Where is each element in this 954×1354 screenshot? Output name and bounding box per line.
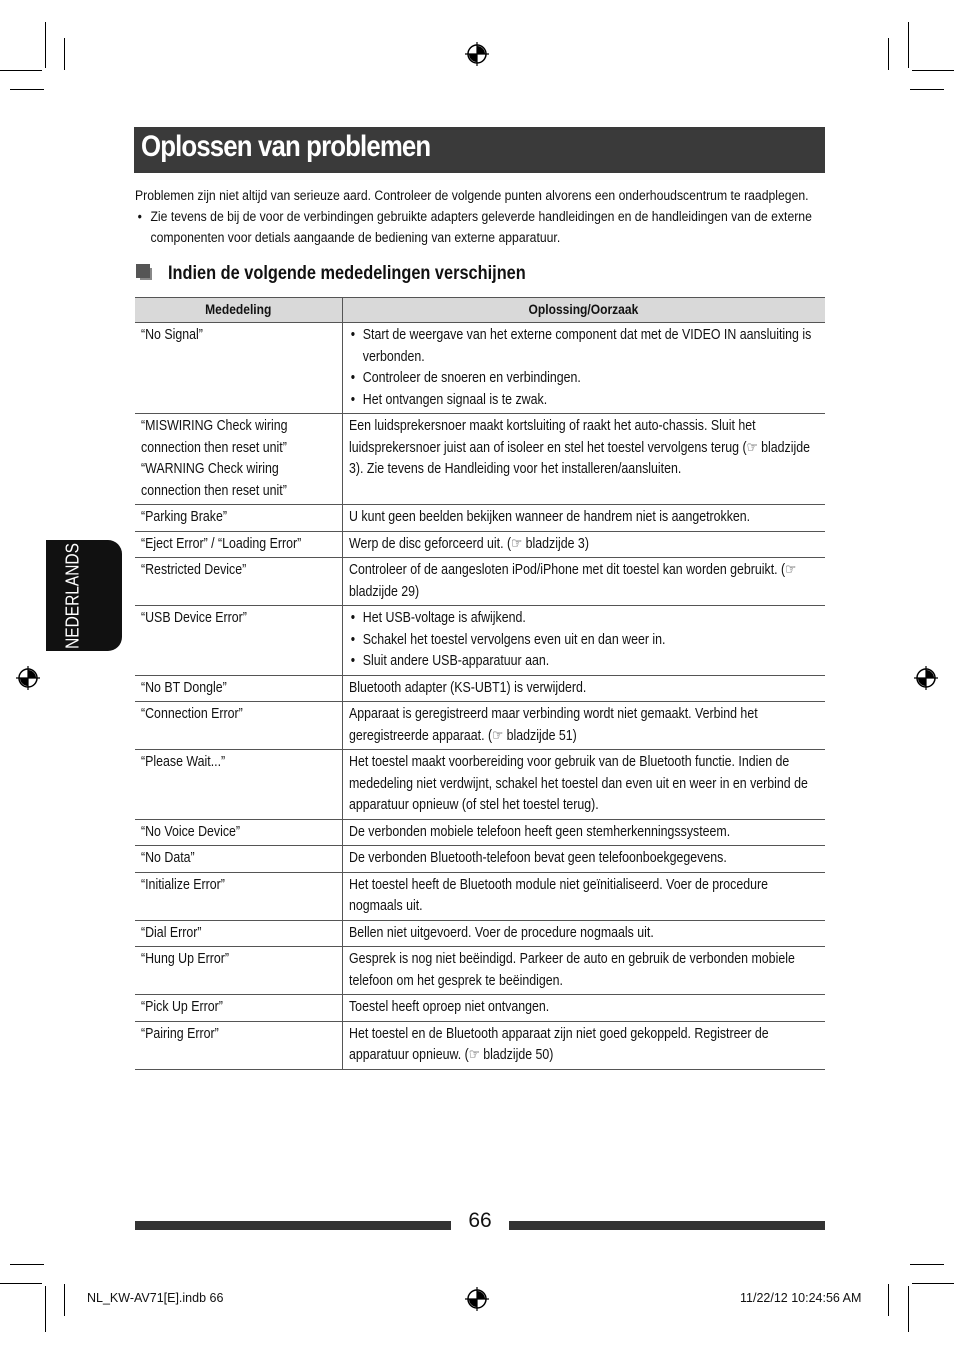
solution-list-item: • Sluit andere USB-apparatuur aan.	[349, 651, 818, 673]
table-row	[135, 846, 825, 873]
solution-content	[349, 704, 818, 747]
message-text: “Connection Error”	[141, 706, 243, 722]
solution-content	[349, 608, 818, 673]
solution-text: De verbonden Bluetooth-telefoon bevat geen telefoonboekgegevens.	[349, 850, 727, 866]
message-text: “Pick Up Error”	[141, 999, 223, 1015]
message-text: “Eject Error” / “Loading Error”	[141, 535, 302, 552]
crop-mark	[908, 1286, 909, 1332]
message-cell	[135, 947, 343, 995]
solution-cell	[343, 323, 826, 414]
message-cell	[135, 606, 343, 676]
crop-mark	[64, 38, 65, 70]
solution-content	[349, 1024, 818, 1067]
message-cell	[135, 750, 343, 820]
solution-text: Werp de disc geforceerd uit. (☞ bladzijde 3)	[349, 535, 589, 552]
message-cell	[135, 675, 343, 702]
table-row	[135, 750, 825, 820]
solution-content	[349, 923, 818, 945]
solution-cell	[343, 558, 826, 606]
message-text: “Hung Up Error”	[141, 951, 230, 967]
solution-text: Het toestel heeft de Bluetooth module niet geïnitialiseerd. Voer de procedure nogmaals uit.	[349, 876, 768, 914]
footer-bar-right	[509, 1221, 825, 1230]
slug-date: 11/22/12 10:24:56 AM	[740, 1291, 862, 1305]
solution-list-item: • Start de weergave van het externe component dat met de VIDEO IN aansluiting is verbonden.	[349, 325, 818, 368]
solution-list-item: • Het ontvangen signaal is te zwak.	[349, 390, 818, 412]
solution-content	[349, 752, 818, 817]
solution-content	[349, 822, 818, 844]
crop-mark	[10, 89, 44, 90]
solution-list-item: • Controleer de snoeren en verbindingen.	[349, 368, 818, 390]
solution-text: Het toestel maakt voorbereiding voor gebruik van de Bluetooth functie. Indien de mededeling niet verdwijnt, schakel het toestel dan even uit en weer in en verbind de apparatuur opnieuw (of stel het toestel terug).	[349, 754, 808, 813]
messages-table	[135, 297, 825, 1070]
solution-text: Toestel heeft oproep niet ontvangen.	[349, 999, 550, 1015]
solution-text: Controleer of de aangesloten iPod/iPhone met dit toestel kan worden gebruikt. (☞ bladzijde 29)	[349, 562, 797, 600]
crop-mark	[64, 1284, 65, 1316]
message-cell	[135, 323, 343, 414]
solution-content	[349, 848, 818, 870]
solution-cell	[343, 702, 826, 750]
solution-cell	[343, 920, 826, 947]
section-square-icon	[136, 264, 150, 278]
solution-content	[349, 560, 818, 603]
message-text: “Dial Error”	[141, 924, 202, 941]
table-row	[135, 819, 825, 846]
solution-cell	[343, 872, 826, 920]
message-cell	[135, 531, 343, 558]
registration-mark-icon	[914, 666, 938, 690]
table-row	[135, 995, 825, 1022]
solution-text: Bellen niet uitgevoerd. Voer de procedure nogmaals uit.	[349, 924, 654, 941]
message-cell	[135, 414, 343, 505]
crop-mark	[0, 70, 42, 71]
message-cell	[135, 1021, 343, 1069]
table-row	[135, 414, 825, 505]
message-text: “MISWIRING Check wiring connection then reset unit” “WARNING Check wiring connection then reset unit”	[141, 418, 288, 499]
message-cell	[135, 920, 343, 947]
solution-cell	[343, 675, 826, 702]
language-tab	[46, 540, 122, 651]
message-text: “Please Wait...”	[141, 754, 226, 770]
crop-mark	[10, 1264, 44, 1265]
message-cell	[135, 995, 343, 1022]
crop-mark	[908, 22, 909, 68]
solution-text: Gesprek is nog niet beëindigd. Parkeer de auto en gebruik de verbonden mobiele telefoon om het gesprek te beëindigen.	[349, 951, 795, 989]
message-cell	[135, 846, 343, 873]
table-row	[135, 872, 825, 920]
solution-text: De verbonden mobiele telefoon heeft geen stemherkenningssysteem.	[349, 823, 731, 840]
intro-line: Problemen zijn niet altijd van serieuze aard. Controleer de volgende punten alvorens een onderhoudscentrum te raadplegen.	[135, 188, 809, 204]
message-text: “Initialize Error”	[141, 876, 225, 893]
solution-cell	[343, 947, 826, 995]
solution-text: Bluetooth adapter (KS-UBT1) is verwijderd.	[349, 679, 587, 696]
table-row	[135, 558, 825, 606]
solution-text: Het toestel en de Bluetooth apparaat zijn niet goed gekoppeld. Registreer de apparatuur opnieuw. (☞ bladzijde 50)	[349, 1025, 769, 1063]
message-cell	[135, 819, 343, 846]
message-text: “No BT Dongle”	[141, 679, 227, 696]
column-header-message	[135, 298, 343, 323]
solution-content	[349, 949, 818, 992]
solution-cell	[343, 995, 826, 1022]
message-text: “Restricted Device”	[141, 562, 247, 578]
page-title: Oplossen van problemen	[141, 130, 431, 163]
solution-content	[349, 534, 818, 556]
solution-text: U kunt geen beelden bekijken wanneer de handrem niet is aangetrokken.	[349, 509, 751, 525]
table-row	[135, 702, 825, 750]
solution-list-item: • Schakel het toestel vervolgens even uit en dan weer in.	[349, 630, 818, 652]
solution-content	[349, 507, 818, 529]
footer-bar-left	[135, 1221, 451, 1230]
solution-cell	[343, 606, 826, 676]
solution-cell	[343, 505, 826, 532]
registration-mark-icon	[465, 42, 489, 66]
solution-cell	[343, 414, 826, 505]
crop-mark	[910, 1264, 944, 1265]
solution-cell	[343, 846, 826, 873]
language-tab-label: NEDERLANDS	[62, 543, 83, 649]
crop-mark	[888, 38, 889, 70]
message-text: “Pairing Error”	[141, 1025, 219, 1042]
table-row	[135, 675, 825, 702]
table-row	[135, 947, 825, 995]
table-row	[135, 505, 825, 532]
page-number: 66	[468, 1209, 492, 1232]
solution-list	[349, 325, 818, 411]
solution-cell	[343, 1021, 826, 1069]
crop-mark	[912, 70, 954, 71]
solution-content	[349, 678, 818, 700]
section-title: Indien de volgende mededelingen verschijnen	[168, 263, 526, 284]
table-row	[135, 1021, 825, 1069]
crop-mark	[0, 1283, 42, 1284]
message-cell	[135, 505, 343, 532]
intro-bullet: • Zie tevens de bij de voor de verbindingen gebruikte adapters geleverde handleidingen en de handleidingen van de externe componenten voor detials aangaande de bediening van externe apparatuur.	[135, 207, 823, 249]
solution-cell	[343, 819, 826, 846]
crop-mark	[912, 1283, 954, 1284]
registration-mark-icon	[465, 1287, 489, 1311]
crop-mark	[45, 1286, 46, 1332]
table-row	[135, 323, 825, 414]
table-row	[135, 531, 825, 558]
column-header-solution	[343, 298, 826, 323]
table-header-row	[135, 298, 825, 323]
message-cell	[135, 702, 343, 750]
header-label: Oplossing/Oorzaak	[528, 301, 639, 318]
crop-mark	[910, 89, 944, 90]
crop-mark	[45, 22, 46, 68]
solution-content	[349, 325, 818, 411]
message-text: “Parking Brake”	[141, 509, 227, 525]
intro-text	[135, 186, 823, 249]
message-text: “No Data”	[141, 850, 195, 866]
solution-content	[349, 416, 818, 481]
solution-content	[349, 997, 818, 1019]
solution-text: Een luidsprekersnoer maakt kortsluiting of raakt het auto-chassis. Sluit het luidsprekersnoer juist aan of isoleer en stel het toestel vervolgens terug (☞ bladzijde 3). Zie tevens de Handleiding voor het installeren/aansluiten.	[349, 418, 811, 477]
table-row	[135, 606, 825, 676]
registration-mark-icon	[16, 666, 40, 690]
message-cell	[135, 558, 343, 606]
solution-list-item: • Het USB-voltage is afwijkend.	[349, 608, 818, 630]
crop-mark	[888, 1284, 889, 1316]
message-text: “USB Device Error”	[141, 610, 247, 626]
solution-cell	[343, 531, 826, 558]
solution-text: Apparaat is geregistreerd maar verbinding wordt niet gemaakt. Verbind het geregistreerde apparaat. (☞ bladzijde 51)	[349, 706, 758, 744]
header-label: Mededeling	[205, 301, 272, 318]
table-row	[135, 920, 825, 947]
slug-file: NL_KW-AV71[E].indb 66	[87, 1291, 224, 1305]
table-body	[135, 323, 825, 1070]
solution-content	[349, 875, 818, 918]
message-text: “No Signal”	[141, 327, 203, 343]
solution-cell	[343, 750, 826, 820]
message-text: “No Voice Device”	[141, 823, 241, 840]
solution-list	[349, 608, 818, 673]
message-cell	[135, 872, 343, 920]
